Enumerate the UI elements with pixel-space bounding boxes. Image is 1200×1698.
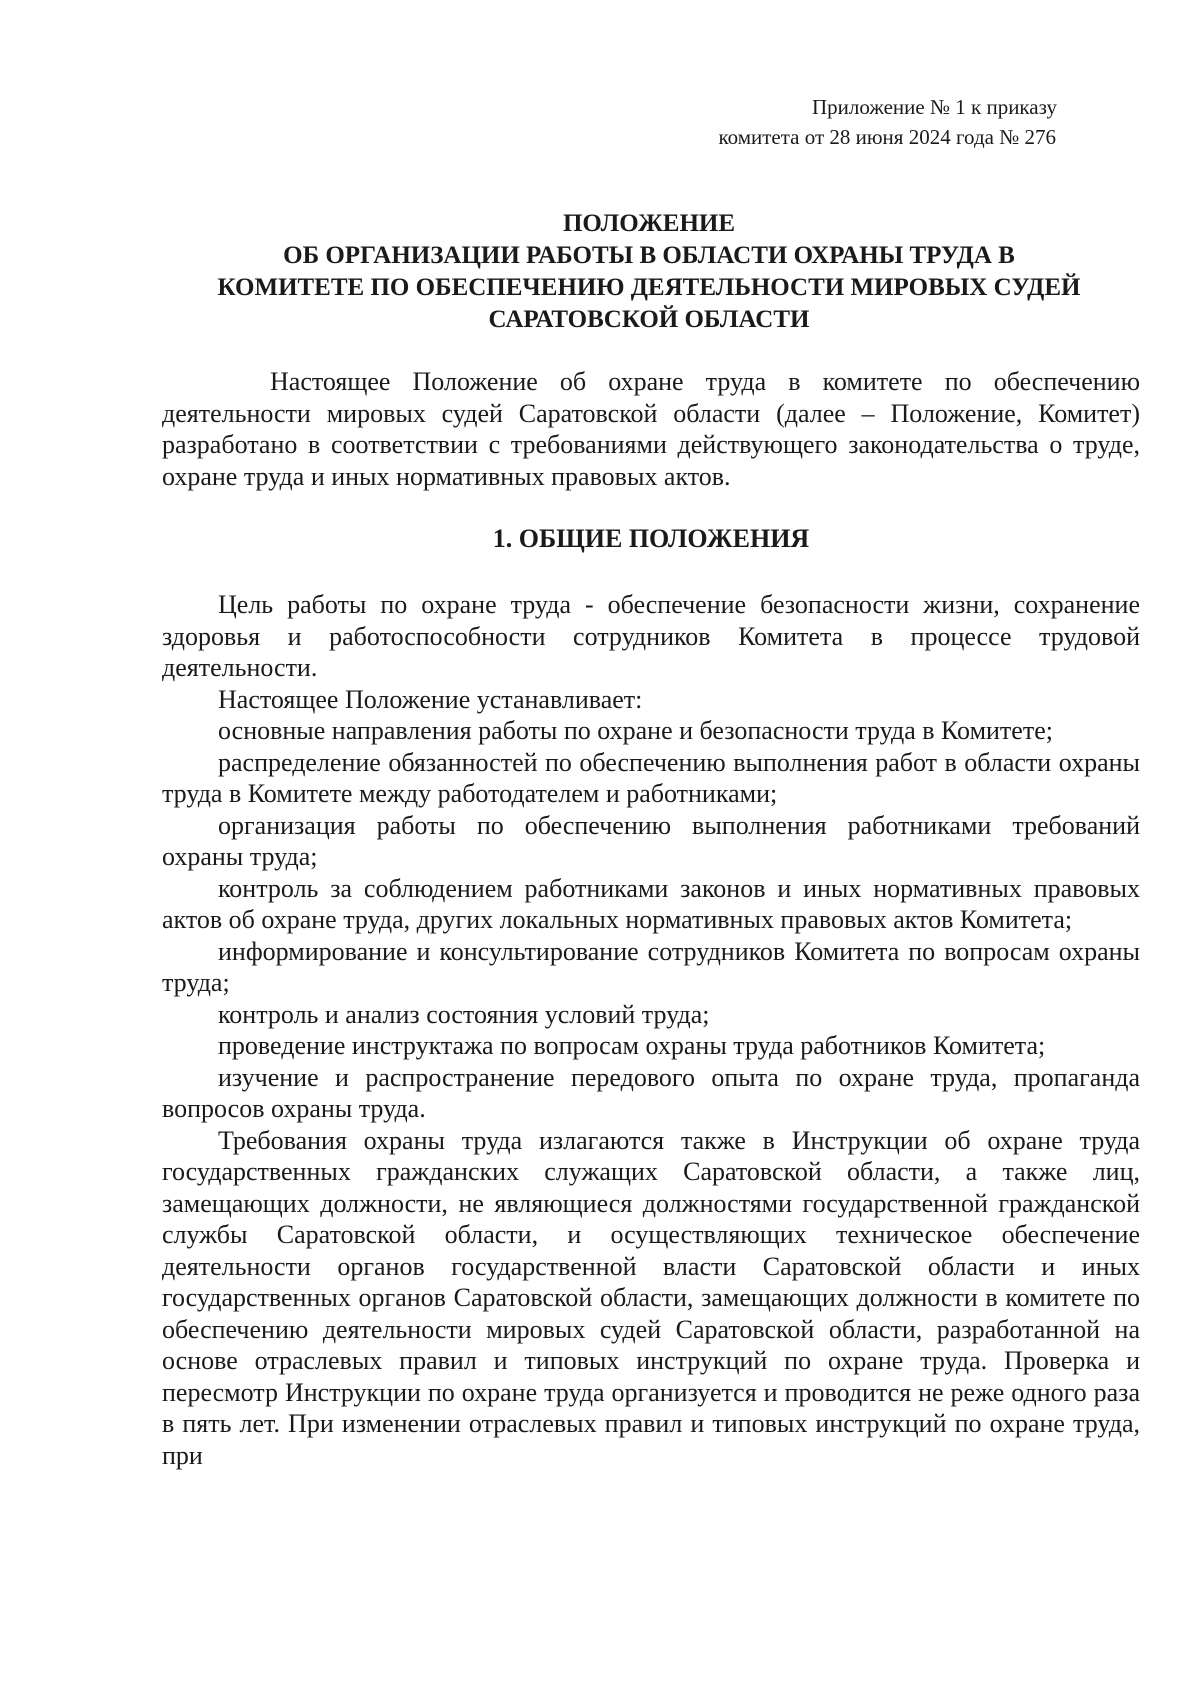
annex-line-1: Приложение № 1 к приказу bbox=[812, 95, 1057, 119]
title-line-1: ПОЛОЖЕНИЕ bbox=[562, 210, 736, 237]
title-line-4: САРАТОВСКОЙ ОБЛАСТИ bbox=[488, 306, 810, 333]
list-item: организация работы по обеспечению выполнения работниками требований охраны труда; bbox=[162, 810, 1140, 871]
title-line-2: ОБ ОРГАНИЗАЦИИ РАБОТЫ В ОБЛАСТИ ОХРАНЫ ТРУДА В bbox=[283, 242, 1015, 269]
goal-paragraph: Цель работы по охране труда - обеспечение безопасности жизни, сохранение здоровья и работоспособности сотрудников Комитета в процессе трудовой деятельности. bbox=[162, 590, 1140, 682]
list-item: контроль и анализ состояния условий труда; bbox=[218, 999, 710, 1029]
list-item: основные направления работы по охране и безопасности труда в Комитете; bbox=[218, 716, 1053, 745]
list-item: распределение обязанностей по обеспечению выполнения работ в области охраны труда в Комитете между работодателем и работниками; bbox=[162, 747, 1140, 808]
requirements-paragraph: Требования охраны труда излагаются также в Инструкции об охране труда государственных гражданских служащих Саратовской области, а также лиц, замещающих должности, не являющиеся должностями государственной гражданской службы Саратовской области, и осуществляющих техническое обеспечение деятельности органов государственной власти Саратовской области и иных государственных органов Саратовской области, замещающих должности в комитете по обеспечению деятельности мировых судей Саратовской области, разработанной на основе отраслевых правил и типовых инструкций по охране труда. Проверка и пересмотр Инструкции по охране труда организуется и проводится не реже одного раза в пять лет. При изменении отраслевых правил и типовых инструкций по охране труда, при bbox=[162, 1125, 1140, 1470]
list-item: изучение и распространение передового опыта по охране труда, пропаганда вопросов охраны труда. bbox=[162, 1062, 1140, 1123]
section-heading: 1. ОБЩИЕ ПОЛОЖЕНИЯ bbox=[492, 524, 810, 553]
establishes-paragraph: Настоящее Положение устанавливает: bbox=[218, 684, 643, 714]
annex-line-2: комитета от 28 июня 2024 года № 276 bbox=[718, 125, 1056, 149]
intro-paragraph: Настоящее Положение об охране труда в комитете по обеспечению деятельности мировых судей Саратовской области (далее – Положение, Комитет) разработано в соответствии с требованиями действующего законодательства о труде, охране труда и иных нормативных правовых актов. bbox=[162, 367, 1140, 491]
list-item: информирование и консультирование сотрудников Комитета по вопросам охраны труда; bbox=[162, 936, 1140, 997]
document-body bbox=[162, 366, 1140, 1471]
list-item: контроль за соблюдением работниками законов и иных нормативных правовых актов об охране труда, других локальных нормативных правовых актов Комитета; bbox=[162, 873, 1140, 934]
provisions-list bbox=[162, 715, 1140, 1125]
title-line-3: КОМИТЕТЕ ПО ОБЕСПЕЧЕНИЮ ДЕЯТЕЛЬНОСТИ МИРОВЫХ СУДЕЙ bbox=[217, 274, 1081, 301]
document-title bbox=[160, 208, 1138, 336]
annex-reference bbox=[0, 92, 1200, 152]
list-item: проведение инструктажа по вопросам охраны труда работников Комитета; bbox=[218, 1031, 1046, 1060]
